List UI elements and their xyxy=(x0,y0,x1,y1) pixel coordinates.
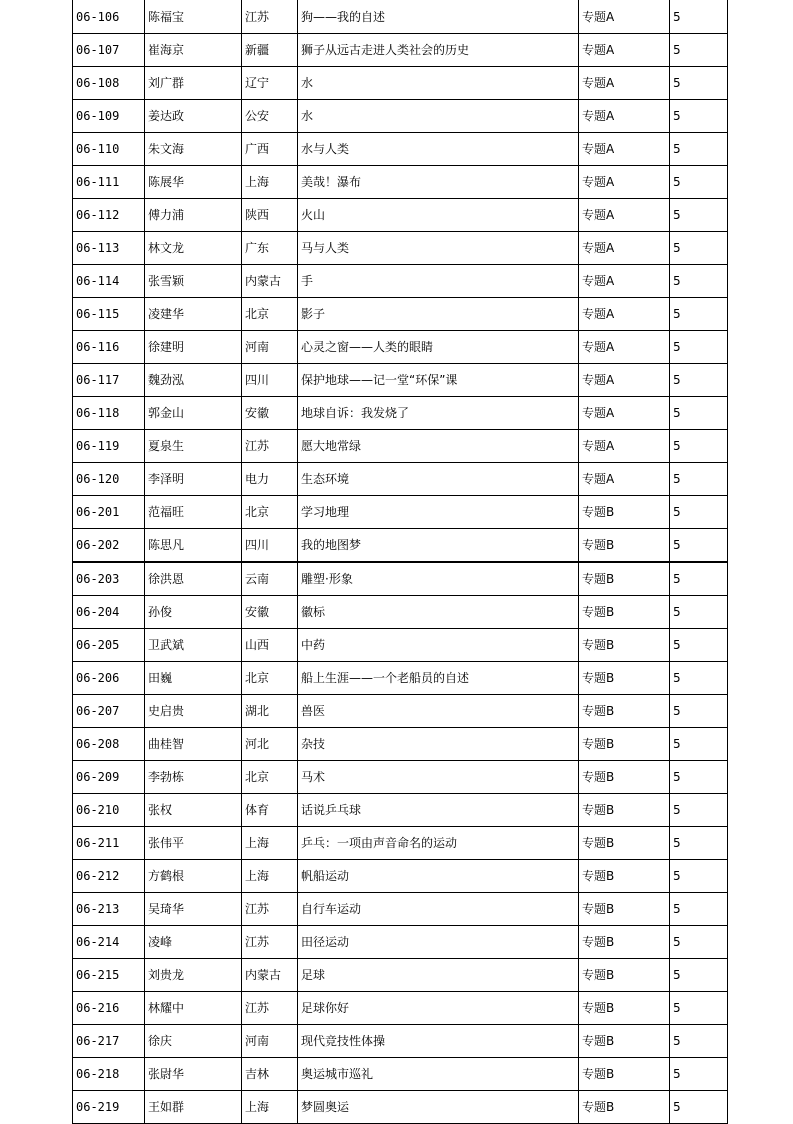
topic-cell: 专题A xyxy=(579,100,670,133)
table-row xyxy=(73,1091,728,1124)
entry-title-cell: 中药 xyxy=(298,629,579,662)
entry-title-cell: 狮子从远古走进人类社会的历史 xyxy=(298,34,579,67)
count-cell: 5 xyxy=(670,232,728,265)
count-cell: 5 xyxy=(670,463,728,496)
count-cell: 5 xyxy=(670,100,728,133)
topic-cell: 专题B xyxy=(579,926,670,959)
count-cell: 5 xyxy=(670,827,728,860)
author-name-cell: 姜达政 xyxy=(145,100,242,133)
table-row xyxy=(73,860,728,893)
entry-code-cell: 06-219 xyxy=(73,1091,145,1124)
entry-title-cell: 乒乓：一项由声音命名的运动 xyxy=(298,827,579,860)
topic-cell: 专题A xyxy=(579,34,670,67)
author-name-cell: 史启贵 xyxy=(145,695,242,728)
count-cell: 5 xyxy=(670,265,728,298)
entry-title-cell: 马术 xyxy=(298,761,579,794)
region-cell: 吉林 xyxy=(242,1058,298,1091)
entry-title-cell: 美哉！瀑布 xyxy=(298,166,579,199)
count-cell: 5 xyxy=(670,926,728,959)
entry-code-cell: 06-113 xyxy=(73,232,145,265)
count-cell: 5 xyxy=(670,298,728,331)
table-row xyxy=(73,662,728,695)
entry-title-cell: 足球你好 xyxy=(298,992,579,1025)
topic-cell: 专题B xyxy=(579,1091,670,1124)
topic-cell: 专题B xyxy=(579,992,670,1025)
region-cell: 内蒙古 xyxy=(242,959,298,992)
table-row xyxy=(73,265,728,298)
count-cell: 5 xyxy=(670,761,728,794)
entry-code-cell: 06-217 xyxy=(73,1025,145,1058)
count-cell: 5 xyxy=(670,695,728,728)
region-cell: 辽宁 xyxy=(242,67,298,100)
region-cell: 云南 xyxy=(242,562,298,596)
entry-title-cell: 雕塑·形象 xyxy=(298,562,579,596)
table-row xyxy=(73,695,728,728)
table-row xyxy=(73,430,728,463)
topic-cell: 专题B xyxy=(579,728,670,761)
entry-code-cell: 06-206 xyxy=(73,662,145,695)
entry-title-cell: 心灵之窗——人类的眼睛 xyxy=(298,331,579,364)
entry-title-cell: 田径运动 xyxy=(298,926,579,959)
author-name-cell: 张伟平 xyxy=(145,827,242,860)
count-cell: 5 xyxy=(670,67,728,100)
entry-title-cell: 狗——我的自述 xyxy=(298,0,579,34)
author-name-cell: 范福旺 xyxy=(145,496,242,529)
table-row xyxy=(73,298,728,331)
topic-cell: 专题A xyxy=(579,199,670,232)
topic-cell: 专题B xyxy=(579,893,670,926)
topic-cell: 专题A xyxy=(579,364,670,397)
author-name-cell: 徐庆 xyxy=(145,1025,242,1058)
entry-code-cell: 06-214 xyxy=(73,926,145,959)
table-row xyxy=(73,1025,728,1058)
entry-code-cell: 06-204 xyxy=(73,596,145,629)
entry-title-cell: 手 xyxy=(298,265,579,298)
region-cell: 河南 xyxy=(242,331,298,364)
count-cell: 5 xyxy=(670,133,728,166)
author-name-cell: 魏劲泓 xyxy=(145,364,242,397)
count-cell: 5 xyxy=(670,364,728,397)
table-row xyxy=(73,761,728,794)
region-cell: 新疆 xyxy=(242,34,298,67)
author-name-cell: 刘广群 xyxy=(145,67,242,100)
count-cell: 5 xyxy=(670,397,728,430)
entry-code-cell: 06-216 xyxy=(73,992,145,1025)
count-cell: 5 xyxy=(670,1025,728,1058)
entry-code-cell: 06-107 xyxy=(73,34,145,67)
entry-title-cell: 徽标 xyxy=(298,596,579,629)
region-cell: 北京 xyxy=(242,496,298,529)
author-name-cell: 徐洪恩 xyxy=(145,562,242,596)
count-cell: 5 xyxy=(670,1091,728,1124)
entry-code-cell: 06-106 xyxy=(73,0,145,34)
entry-title-cell: 现代竞技性体操 xyxy=(298,1025,579,1058)
author-name-cell: 张权 xyxy=(145,794,242,827)
count-cell: 5 xyxy=(670,166,728,199)
author-name-cell: 卫武斌 xyxy=(145,629,242,662)
entry-code-cell: 06-110 xyxy=(73,133,145,166)
topic-cell: 专题B xyxy=(579,761,670,794)
author-name-cell: 郭金山 xyxy=(145,397,242,430)
count-cell: 5 xyxy=(670,992,728,1025)
topic-cell: 专题B xyxy=(579,827,670,860)
region-cell: 上海 xyxy=(242,166,298,199)
table-row xyxy=(73,199,728,232)
entry-code-cell: 06-114 xyxy=(73,265,145,298)
entry-title-cell: 兽医 xyxy=(298,695,579,728)
topic-cell: 专题B xyxy=(579,629,670,662)
author-name-cell: 林耀中 xyxy=(145,992,242,1025)
count-cell: 5 xyxy=(670,1058,728,1091)
topic-cell: 专题B xyxy=(579,1058,670,1091)
entry-title-cell: 杂技 xyxy=(298,728,579,761)
count-cell: 5 xyxy=(670,893,728,926)
entry-title-cell: 水 xyxy=(298,100,579,133)
count-cell: 5 xyxy=(670,662,728,695)
entry-title-cell: 影子 xyxy=(298,298,579,331)
count-cell: 5 xyxy=(670,629,728,662)
count-cell: 5 xyxy=(670,34,728,67)
author-name-cell: 曲桂智 xyxy=(145,728,242,761)
author-name-cell: 张尉华 xyxy=(145,1058,242,1091)
author-name-cell: 李勃栋 xyxy=(145,761,242,794)
author-name-cell: 朱文海 xyxy=(145,133,242,166)
count-cell: 5 xyxy=(670,199,728,232)
region-cell: 陕西 xyxy=(242,199,298,232)
count-cell: 5 xyxy=(670,860,728,893)
table-row xyxy=(73,166,728,199)
entry-code-cell: 06-208 xyxy=(73,728,145,761)
entry-code-cell: 06-211 xyxy=(73,827,145,860)
topic-cell: 专题A xyxy=(579,166,670,199)
table-row xyxy=(73,1058,728,1091)
count-cell: 5 xyxy=(670,728,728,761)
count-cell: 5 xyxy=(670,331,728,364)
entry-code-cell: 06-201 xyxy=(73,496,145,529)
entry-code-cell: 06-112 xyxy=(73,199,145,232)
entries-table-body xyxy=(73,0,728,1124)
region-cell: 江苏 xyxy=(242,926,298,959)
table-row xyxy=(73,133,728,166)
table-row xyxy=(73,34,728,67)
entry-title-cell: 帆船运动 xyxy=(298,860,579,893)
count-cell: 5 xyxy=(670,596,728,629)
entry-title-cell: 话说乒乓球 xyxy=(298,794,579,827)
entry-code-cell: 06-207 xyxy=(73,695,145,728)
author-name-cell: 吴琦华 xyxy=(145,893,242,926)
entry-code-cell: 06-212 xyxy=(73,860,145,893)
table-row xyxy=(73,529,728,563)
table-row xyxy=(73,562,728,596)
region-cell: 体育 xyxy=(242,794,298,827)
region-cell: 广西 xyxy=(242,133,298,166)
region-cell: 上海 xyxy=(242,1091,298,1124)
author-name-cell: 陈思凡 xyxy=(145,529,242,563)
count-cell: 5 xyxy=(670,959,728,992)
table-row xyxy=(73,496,728,529)
author-name-cell: 凌峰 xyxy=(145,926,242,959)
region-cell: 江苏 xyxy=(242,0,298,34)
entry-code-cell: 06-202 xyxy=(73,529,145,563)
author-name-cell: 凌建华 xyxy=(145,298,242,331)
table-row xyxy=(73,827,728,860)
entry-code-cell: 06-203 xyxy=(73,562,145,596)
table-row xyxy=(73,364,728,397)
author-name-cell: 陈福宝 xyxy=(145,0,242,34)
author-name-cell: 傅力浦 xyxy=(145,199,242,232)
author-name-cell: 夏泉生 xyxy=(145,430,242,463)
entries-table xyxy=(72,0,728,1124)
topic-cell: 专题A xyxy=(579,133,670,166)
entry-code-cell: 06-215 xyxy=(73,959,145,992)
author-name-cell: 李泽明 xyxy=(145,463,242,496)
topic-cell: 专题A xyxy=(579,232,670,265)
count-cell: 5 xyxy=(670,430,728,463)
region-cell: 山西 xyxy=(242,629,298,662)
entry-title-cell: 水与人类 xyxy=(298,133,579,166)
entry-title-cell: 地球自诉：我发烧了 xyxy=(298,397,579,430)
table-row xyxy=(73,463,728,496)
region-cell: 广东 xyxy=(242,232,298,265)
entry-code-cell: 06-118 xyxy=(73,397,145,430)
entry-code-cell: 06-213 xyxy=(73,893,145,926)
entry-title-cell: 奥运城市巡礼 xyxy=(298,1058,579,1091)
entry-title-cell: 自行车运动 xyxy=(298,893,579,926)
topic-cell: 专题B xyxy=(579,959,670,992)
entry-title-cell: 愿大地常绿 xyxy=(298,430,579,463)
entry-code-cell: 06-115 xyxy=(73,298,145,331)
topic-cell: 专题B xyxy=(579,794,670,827)
entry-title-cell: 火山 xyxy=(298,199,579,232)
entry-title-cell: 保护地球——记一堂“环保”课 xyxy=(298,364,579,397)
count-cell: 5 xyxy=(670,794,728,827)
entry-title-cell: 梦圆奥运 xyxy=(298,1091,579,1124)
entry-title-cell: 生态环境 xyxy=(298,463,579,496)
topic-cell: 专题A xyxy=(579,265,670,298)
table-row xyxy=(73,992,728,1025)
author-name-cell: 林文龙 xyxy=(145,232,242,265)
region-cell: 河南 xyxy=(242,1025,298,1058)
region-cell: 北京 xyxy=(242,298,298,331)
entry-code-cell: 06-209 xyxy=(73,761,145,794)
table-row xyxy=(73,959,728,992)
entry-code-cell: 06-111 xyxy=(73,166,145,199)
table-row xyxy=(73,728,728,761)
table-row xyxy=(73,331,728,364)
region-cell: 上海 xyxy=(242,827,298,860)
topic-cell: 专题B xyxy=(579,596,670,629)
topic-cell: 专题A xyxy=(579,397,670,430)
count-cell: 5 xyxy=(670,529,728,563)
author-name-cell: 徐建明 xyxy=(145,331,242,364)
entry-title-cell: 水 xyxy=(298,67,579,100)
table-row xyxy=(73,100,728,133)
region-cell: 北京 xyxy=(242,662,298,695)
author-name-cell: 孙俊 xyxy=(145,596,242,629)
region-cell: 安徽 xyxy=(242,596,298,629)
entry-code-cell: 06-116 xyxy=(73,331,145,364)
table-row xyxy=(73,0,728,34)
entry-title-cell: 船上生涯——一个老船员的自述 xyxy=(298,662,579,695)
topic-cell: 专题B xyxy=(579,860,670,893)
region-cell: 内蒙古 xyxy=(242,265,298,298)
author-name-cell: 王如群 xyxy=(145,1091,242,1124)
entry-title-cell: 足球 xyxy=(298,959,579,992)
entry-code-cell: 06-205 xyxy=(73,629,145,662)
table-row xyxy=(73,794,728,827)
author-name-cell: 张雪颖 xyxy=(145,265,242,298)
topic-cell: 专题B xyxy=(579,496,670,529)
entry-code-cell: 06-109 xyxy=(73,100,145,133)
count-cell: 5 xyxy=(670,0,728,34)
topic-cell: 专题B xyxy=(579,662,670,695)
region-cell: 湖北 xyxy=(242,695,298,728)
entry-code-cell: 06-119 xyxy=(73,430,145,463)
author-name-cell: 方鹤根 xyxy=(145,860,242,893)
entry-title-cell: 马与人类 xyxy=(298,232,579,265)
region-cell: 江苏 xyxy=(242,893,298,926)
region-cell: 河北 xyxy=(242,728,298,761)
entry-code-cell: 06-210 xyxy=(73,794,145,827)
topic-cell: 专题A xyxy=(579,331,670,364)
entry-code-cell: 06-218 xyxy=(73,1058,145,1091)
entry-title-cell: 学习地理 xyxy=(298,496,579,529)
topic-cell: 专题B xyxy=(579,695,670,728)
region-cell: 四川 xyxy=(242,364,298,397)
author-name-cell: 崔海京 xyxy=(145,34,242,67)
table-row xyxy=(73,232,728,265)
table-row xyxy=(73,67,728,100)
region-cell: 四川 xyxy=(242,529,298,563)
topic-cell: 专题A xyxy=(579,298,670,331)
author-name-cell: 陈展华 xyxy=(145,166,242,199)
author-name-cell: 田巍 xyxy=(145,662,242,695)
topic-cell: 专题B xyxy=(579,529,670,563)
region-cell: 江苏 xyxy=(242,430,298,463)
topic-cell: 专题A xyxy=(579,430,670,463)
count-cell: 5 xyxy=(670,562,728,596)
topic-cell: 专题B xyxy=(579,562,670,596)
entry-code-cell: 06-108 xyxy=(73,67,145,100)
author-name-cell: 刘贵龙 xyxy=(145,959,242,992)
topic-cell: 专题A xyxy=(579,67,670,100)
table-row xyxy=(73,629,728,662)
region-cell: 上海 xyxy=(242,860,298,893)
table-row xyxy=(73,926,728,959)
table-row xyxy=(73,596,728,629)
table-row xyxy=(73,397,728,430)
topic-cell: 专题A xyxy=(579,463,670,496)
region-cell: 安徽 xyxy=(242,397,298,430)
entry-code-cell: 06-120 xyxy=(73,463,145,496)
entry-title-cell: 我的地图梦 xyxy=(298,529,579,563)
table-row xyxy=(73,893,728,926)
region-cell: 电力 xyxy=(242,463,298,496)
entry-code-cell: 06-117 xyxy=(73,364,145,397)
region-cell: 北京 xyxy=(242,761,298,794)
topic-cell: 专题B xyxy=(579,1025,670,1058)
topic-cell: 专题A xyxy=(579,0,670,34)
count-cell: 5 xyxy=(670,496,728,529)
region-cell: 江苏 xyxy=(242,992,298,1025)
region-cell: 公安 xyxy=(242,100,298,133)
